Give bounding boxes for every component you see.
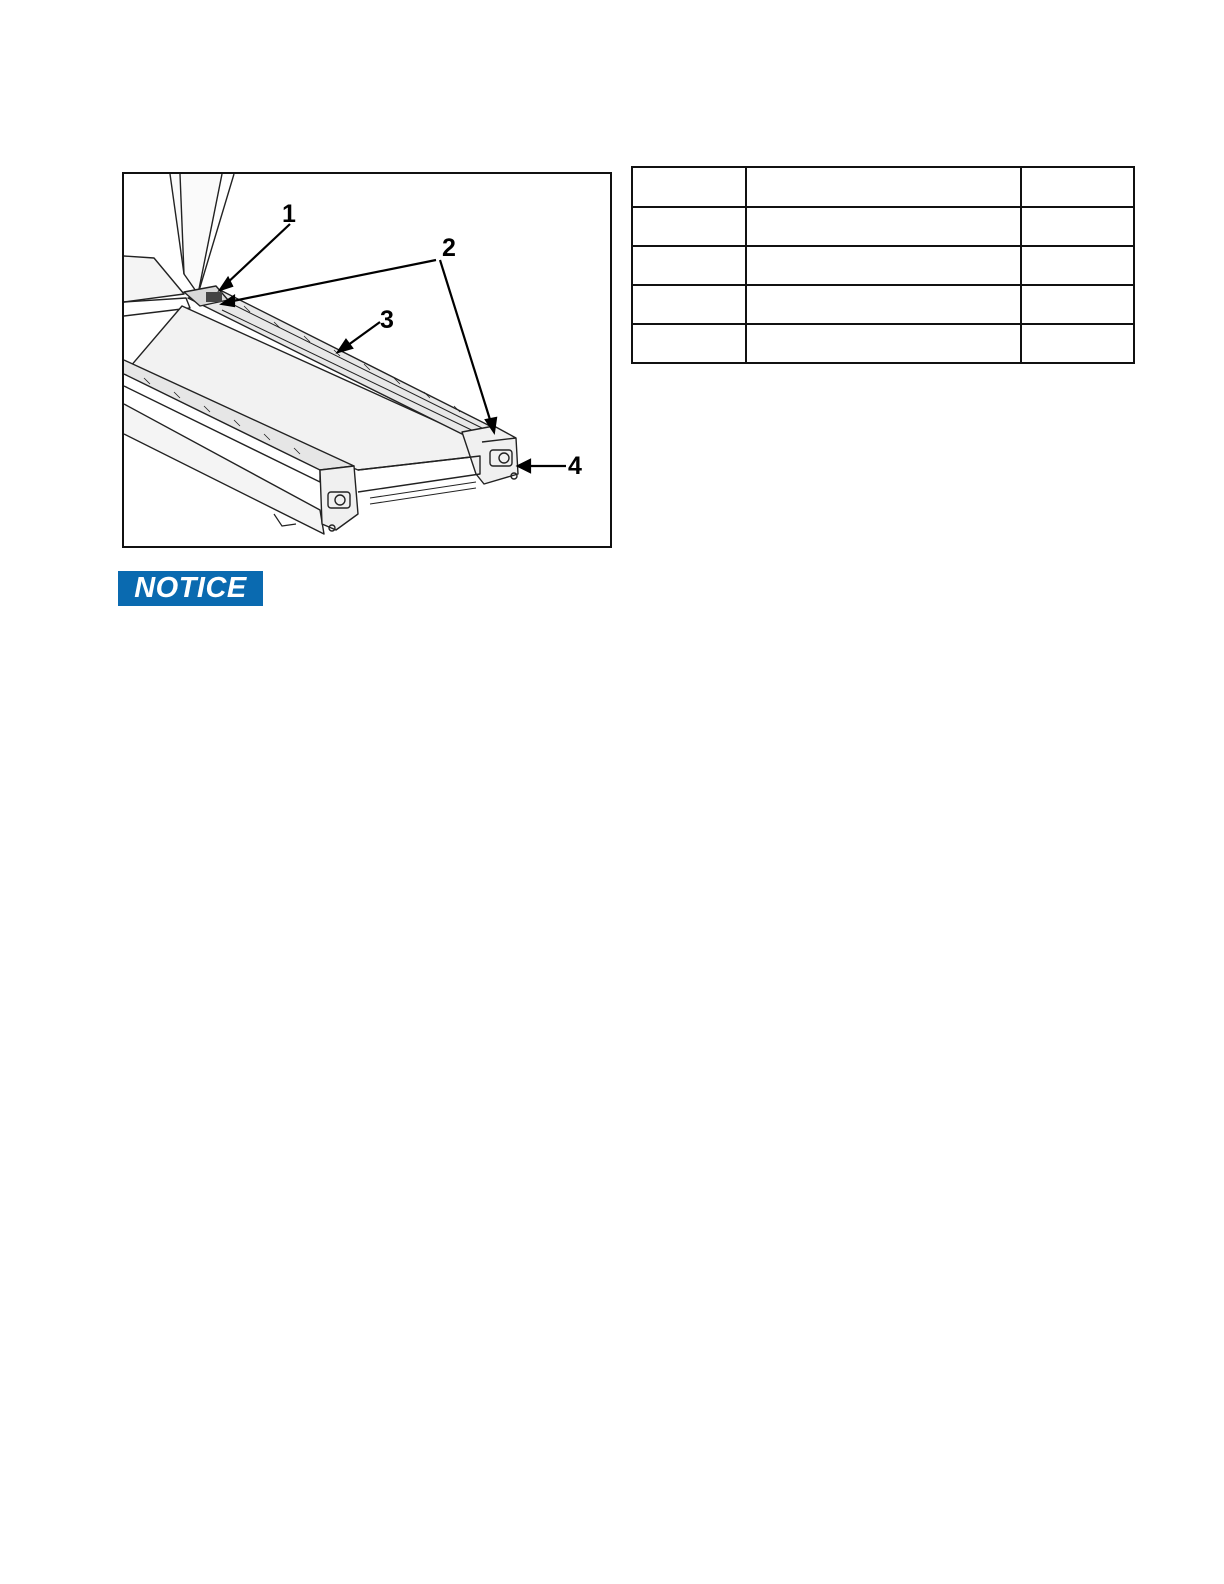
callout-3: 3 <box>380 306 394 334</box>
table-header-row <box>632 167 1134 207</box>
notice-badge: NOTICE <box>118 571 263 606</box>
table-cell <box>632 285 746 324</box>
table-cell <box>1021 246 1134 285</box>
callout-1: 1 <box>282 200 296 228</box>
table-row <box>632 324 1134 363</box>
table-row <box>632 246 1134 285</box>
table-cell <box>1021 285 1134 324</box>
table-cell <box>1021 167 1134 207</box>
table-row <box>632 285 1134 324</box>
table-cell <box>746 324 1020 363</box>
table-cell <box>746 246 1020 285</box>
callout-4: 4 <box>568 452 582 480</box>
table-cell <box>632 324 746 363</box>
table-cell <box>1021 207 1134 246</box>
callout-2: 2 <box>442 234 456 262</box>
parts-table <box>631 166 1135 364</box>
table-cell <box>632 167 746 207</box>
table-cell <box>632 207 746 246</box>
treadmill-illustration <box>124 174 610 546</box>
table-cell <box>746 285 1020 324</box>
table-cell <box>746 167 1020 207</box>
table-cell <box>746 207 1020 246</box>
treadmill-figure <box>122 172 612 548</box>
table-cell <box>1021 324 1134 363</box>
table-row <box>632 207 1134 246</box>
table-cell <box>632 246 746 285</box>
